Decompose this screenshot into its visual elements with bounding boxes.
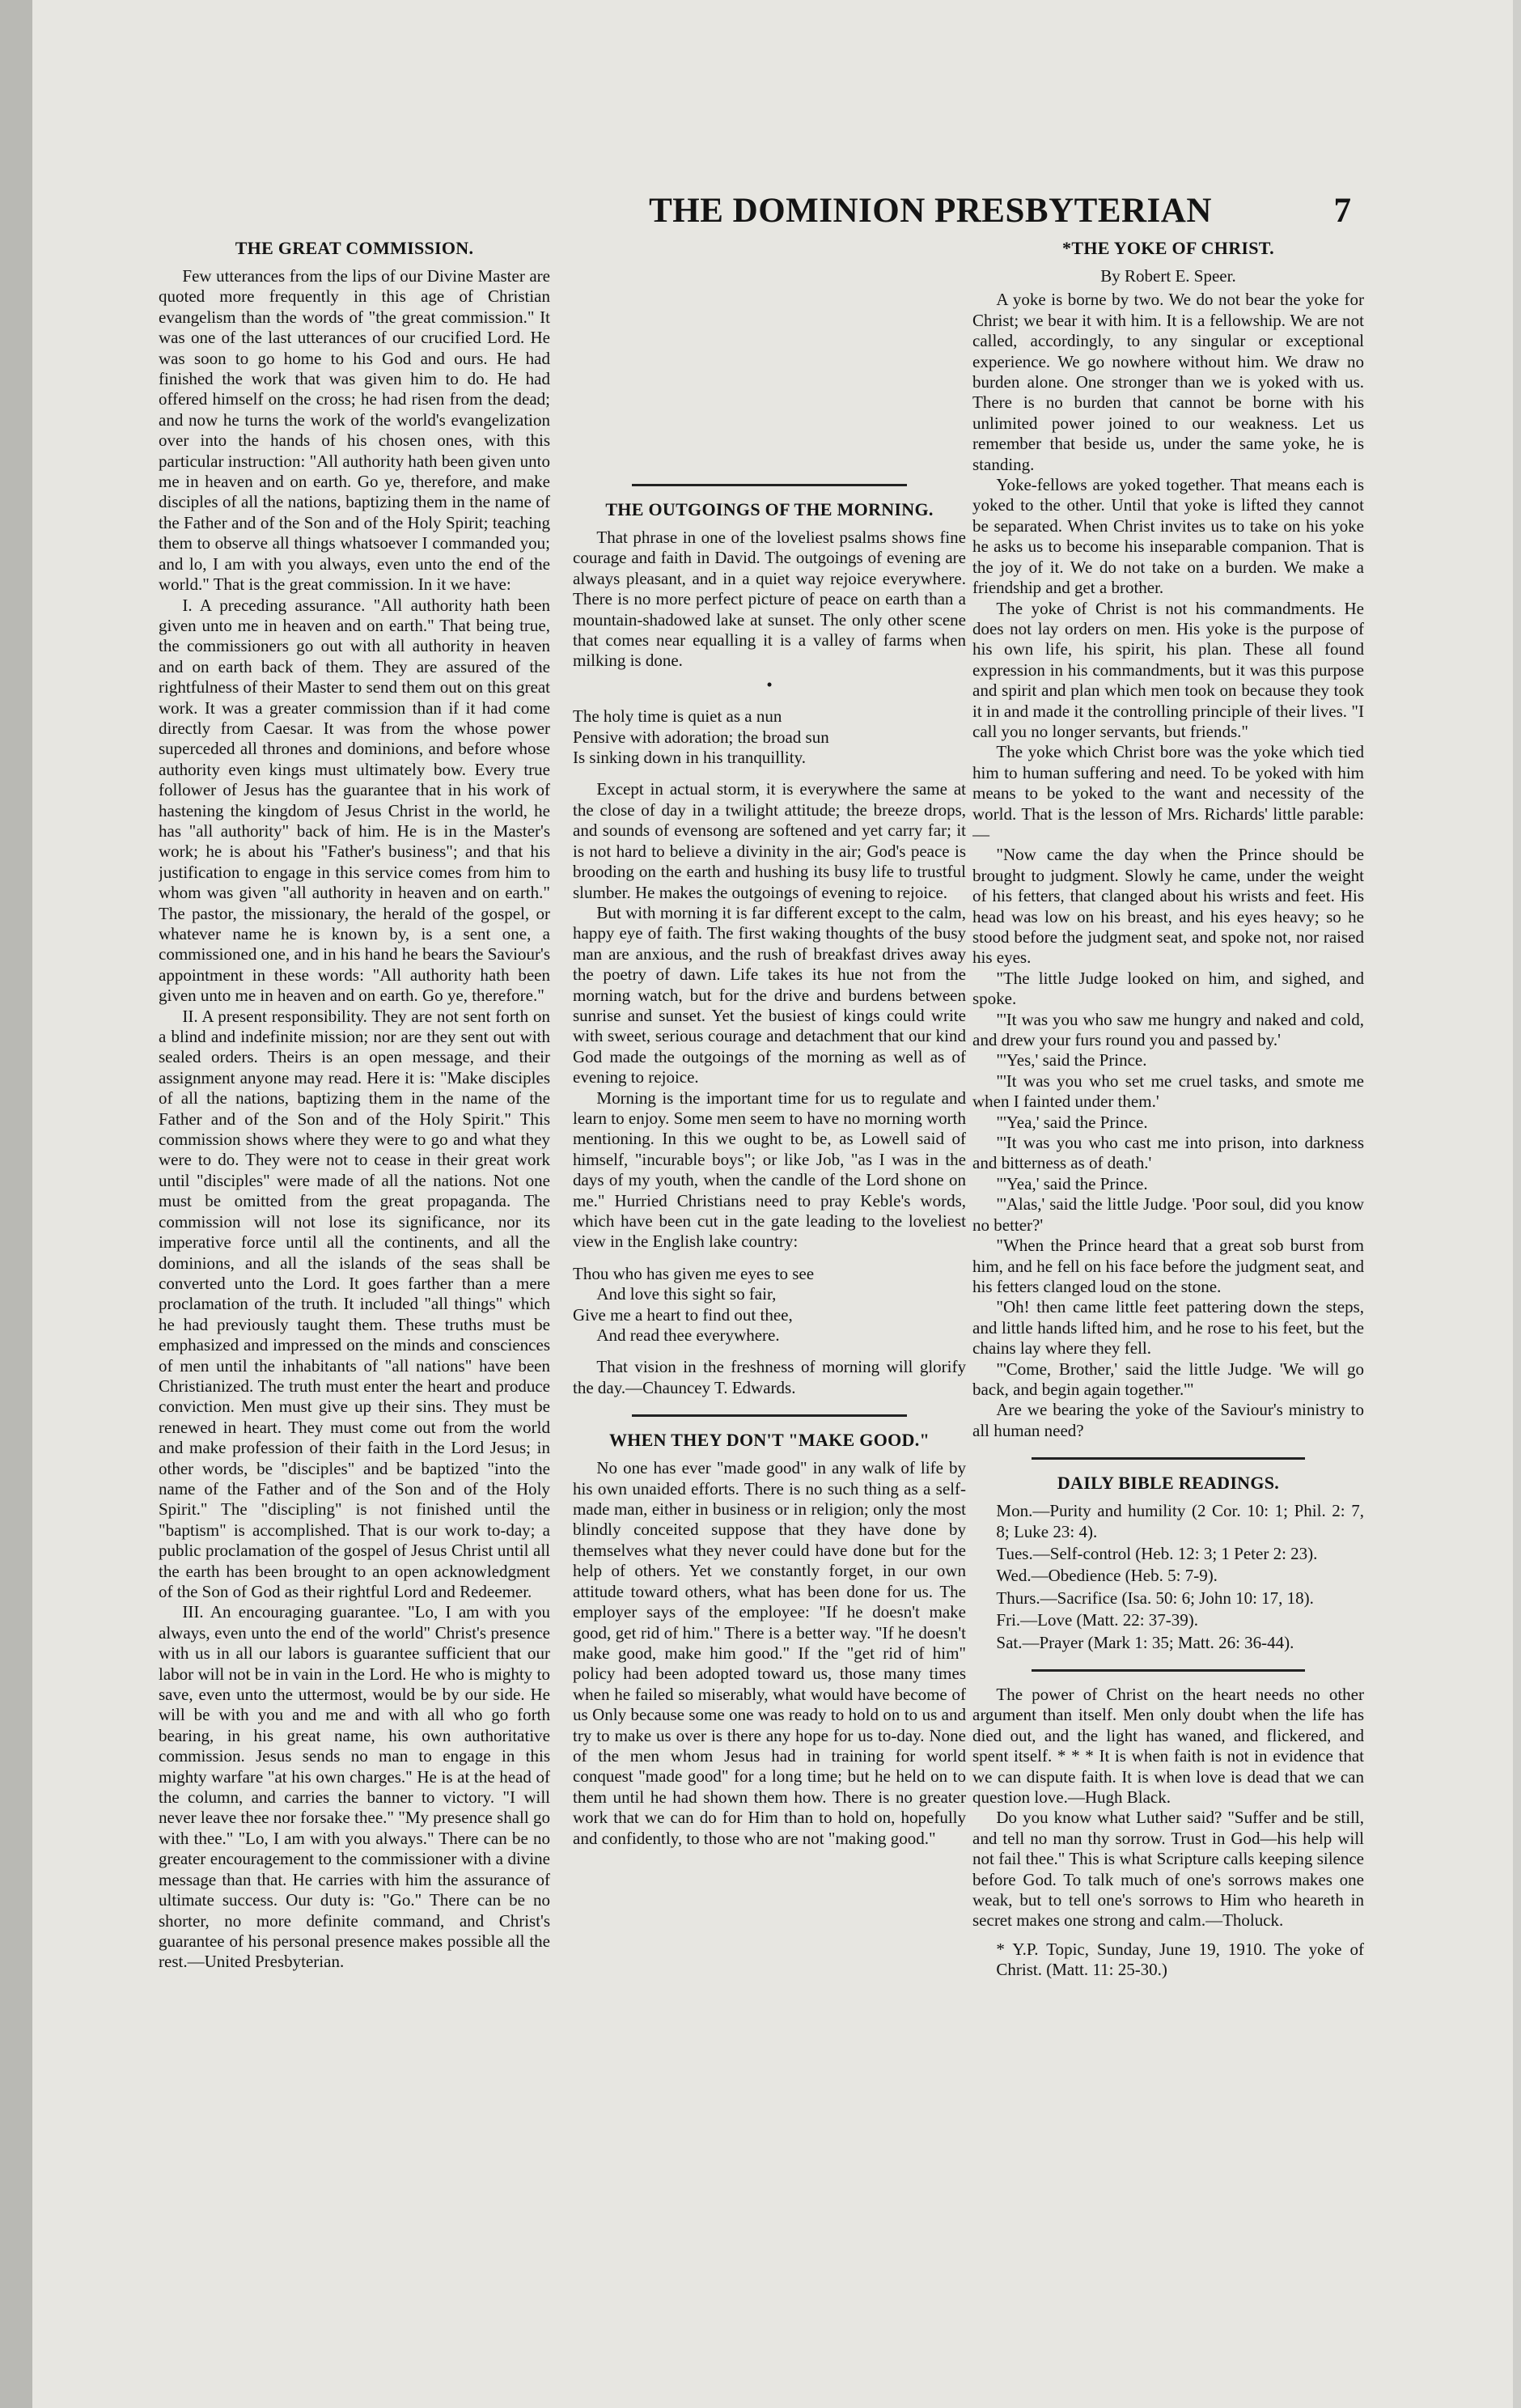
article-heading-bible-readings: DAILY BIBLE READINGS. (1057, 1473, 1280, 1494)
paragraph: Yoke-fellows are yoked together. That means each is yoked to the other. Until that yoke is lifted they cannot be separated. When Christ invites us to take on his yoke he asks us to become his inseparable companion. That is the joy of it. We do not take on a burden. We make a friendship and get a brother. (972, 475, 1364, 598)
verse-line: Thou who has given me eyes to see (573, 1263, 815, 1283)
reading-item: Sat.—Prayer (Mark 1: 35; Matt. 26: 36-44). (996, 1632, 1294, 1652)
footnote: * Y.P. Topic, Sunday, June 19, 1910. The yoke of Christ. (Matt. 11: 25-30.) (996, 1939, 1364, 1980)
reading-item: Fri.—Love (Matt. 22: 37-39). (996, 1610, 1199, 1630)
article-heading-make-good: WHEN THEY DON'T "MAKE GOOD." (608, 1430, 930, 1451)
paragraph: Except in actual storm, it is everywhere the same at the close of day in a twilight attitude; the breeze drops, and sounds of evensong are softened and yet carry far; it is not hard to believe a divinity in the air; God's peace is brooding on the earth and hushing its busy life to trustful slumber. He makes the outgoings of evening to rejoice. (573, 779, 966, 902)
paragraph: The power of Christ on the heart needs no other argument than itself. Men only doubt when the life has died out, and the light has waned, and flickered, and spent itself. * * * It is when faith is not in evidence that we can dispute faith. It is when love is dead that we can question love.—Hugh Black. (972, 1685, 1364, 1808)
paragraph: Few utterances from the lips of our Divine Master are quoted more frequently in this age of Christian evangelism than the words of "the great commission." It was one of the last utterances of our crucified Lord. He was soon to go home to his God and ours. He had finished the work that was given him to do. He had offered himself on the cross; he had risen from the dead; and now he turns the work of the world's evangelization over into the hands of his chosen ones, with this particular instruction: "All authority hath been given unto me in heaven and on earth. Go ye, therefore, and make disciples of all the nations, baptizing them in the name of the Father and of the Son and of the Holy Spirit; teaching them to observe all things whatsoever I commanded you; and lo, I am with you always, even unto the end of the world." That is the great commission. In it we have: (159, 266, 550, 595)
scan-margin (0, 0, 32, 2408)
column-2 (573, 233, 966, 2385)
paragraph: But with morning it is far different except to the calm, happy eye of faith. The first waking thoughts of the busy man are anxious, and the rush of breakfast drives away the poetry of dawn. Life takes its hue not from the morning watch, but for the drive and burdens between sunrise and sunset. Yet the busiest of kings could write with sweet, serious courage and detachment that our kind God made the outgoings of the morning as well as of evening to rejoice. (573, 902, 966, 1087)
paragraph: That phrase in one of the loveliest psalms shows fine courage and faith in David. The outgoings of evening are always pleasant, and in a quiet way rejoice everywhere. There is no more perfect picture of peace on earth than a mountain-shadowed lake at sunset. The only other scene that comes near equalling it is a valley of farms when milking is done. (573, 528, 966, 671)
paragraph: "'It was you who saw me hungry and naked and cold, and drew your furs round you and passed by.' (972, 1009, 1364, 1050)
verse-line: And read thee everywhere. (596, 1325, 780, 1346)
verse-line: The holy time is quiet as a nun (573, 706, 782, 727)
paragraph: "Oh! then came little feet pattering down the steps, and little hands lifted him, and he rose to his feet, but the chains lay where they fell. (972, 1297, 1364, 1359)
paragraph: A yoke is borne by two. We do not bear the yoke for Christ; we bear it with him. It is a fellowship. We are not called, accordingly, to any singular or exceptional experience. We go nowhere without him. We draw no burden alone. One stronger than we is yoked with us. There is no burden that cannot be borne with his unlimited power joined to our weakness. Let us remember that beside us, under the same yoke, he is standing. (972, 290, 1364, 474)
paragraph: "Now came the day when the Prince should be brought to judgment. Slowly he came, under the weight of his fetters, that clanged about his wrists and feet. His head was low on his breast, and his eyes heavy; so he stood before the judgment seat, and spoke not, nor raised his eyes. (972, 845, 1364, 968)
article-heading-outgoings: THE OUTGOINGS OF THE MORNING. (605, 499, 934, 519)
column-3 (972, 233, 1364, 2385)
divider-rule (1032, 1457, 1306, 1460)
paragraph: Are we bearing the yoke of the Saviour's ministry to all human need? (972, 1400, 1364, 1440)
paragraph: The yoke of Christ is not his commandments. He does not lay orders on men. His yoke is the purpose of his own life, his spirit, his plan. These all found expression in his commandments, but it was this purpose and spirit and plan which men took on because they took it in and made it the controlling principle of their lives. "I call you no longer servants, but friends." (972, 598, 1364, 741)
paragraph: II. A present responsibility. They are not sent forth on a blind and indefinite mission; nor are they sent out with sealed orders. Theirs is an open message, and their assignment anyone may read. Here it is: "Make disciples of all the nations, baptizing them in the name of the Father and of the Son and of the Holy Spirit." This commission shows where they were to go and what they were to do. They were not to cease in their great work until "disciples" were made of all the nations. Not one must be omitted from the great propaganda. The commission will not lose its significance, nor its imperative force until all the continents, and all the dominions, and all the islands of the seas shall be converted unto the Lord. It goes farther than a mere proclamation of the truth. It included "all things" which he had previously taught them. These truths must be emphasized and impressed on the minds and consciences of men until the inhabitants of "all nations" have been Christianized. The truth must enter the heart and produce conviction. Men must give up their sins. They must be renewed in heart. They must come out from the world and make profession of their faith in the Lord Jesus; in other words, be "disciples" and be baptized "into the name of the Father and of the Son and of the Holy Spirit." The "discipling" is not finished until the "baptism" is accomplished. That is our work to-day; a public proclamation of the gospel of Jesus Christ until all the earth has been brought to an open acknowledgment of the Son of God as their rightful Lord and Redeemer. (159, 1006, 550, 1601)
paragraph: III. An encouraging guarantee. "Lo, I am with you always, even unto the end of the world" Christ's presence with us in all our labors is guarantee sufficient that our labor will not be in vain in the Lord. He who is mighty to save, even unto the uttermost, would be by our side. He will be with you and me and with all who go forth bearing, in his great name, his own authoritative commission. Jesus sends no man to engage in this mighty warfare "at his own charges." He is at the head of the column, and carries the banner to victory. "I will never leave thee nor forsake thee." "My presence shall go with thee." "Lo, I am with you always." There can be no greater encouragement to the commissioner with a divine message than that. He carries with him the assurance of ultimate success. Our duty is: "Go." There can be no shorter, no more definite command, and Christ's guarantee of his personal presence makes possible all the rest.—United Presbyterian. (159, 1602, 550, 1972)
paragraph: "'Yes,' said the Prince. (996, 1050, 1147, 1070)
verse-line: And love this sight so fair, (596, 1284, 777, 1304)
verse-line: Give me a heart to find out thee, (573, 1304, 793, 1325)
paragraph: "'Yea,' said the Prince. (996, 1112, 1148, 1132)
verse-line: Pensive with adoration; the broad sun (573, 727, 829, 747)
paragraph: "'Alas,' said the little Judge. 'Poor soul, did you know no better?' (972, 1194, 1364, 1235)
paragraph: Do you know what Luther said? "Suffer and be still, and tell no man thy sorrow. Trust in God—his help will not fail thee." This is what Scripture calls keeping silence before God. To talk much of one's sorrows makes one weak, but to tell one's sorrows to Him who heareth in secret makes one strong and calm.—Tholuck. (972, 1808, 1364, 1931)
paragraph: That vision in the freshness of morning will glorify the day.—Chauncey T. Edwards. (573, 1357, 966, 1397)
reading-item: Mon.—Purity and humility (2 Cor. 10: 1; Phil. 2: 7, 8; Luke 23: 4). (996, 1501, 1364, 1541)
paragraph: "'It was you who set me cruel tasks, and smote me when I fainted under them.' (972, 1070, 1364, 1112)
paragraph: No one has ever "made good" in any walk of life by his own unaided efforts. There is no such thing as a self-made man, either in business or in religion; only the most blindly conceited suppose that they have done by themselves what they never could have done but for the help of others. Yet we constantly forget, in our own attitude toward others, what has been done for us. The employer says of the employee: "If he doesn't make good, get rid of him." There is a better way. "If he doesn't make good, make him good." If the "get rid of him" policy had been adopted toward us, those many times when he failed so miserably, what would have become of us Only because some one was ready to hold on to us and try to make us over is there any hope for us to-day. None of the men whom Jesus had in training for world conquest "made good" for a long time; but he held on to them until he had shown them how. There is no greater work that we can do for Him than to hold on, hopefully and confidently, to those who are not "making good." (573, 1458, 966, 1848)
divider-rule (1032, 1669, 1306, 1672)
divider-rule (632, 1414, 907, 1417)
divider-rule (632, 484, 907, 486)
column-1 (159, 233, 550, 2385)
reading-item: Tues.—Self-control (Heb. 12: 3; 1 Peter 2: 23). (996, 1543, 1318, 1563)
article-heading-yoke: *THE YOKE OF CHRIST. (1062, 238, 1274, 258)
paragraph: "When the Prince heard that a great sob burst from him, and he fell on his face before the judgment seat, and his fetters clanged loud on the stone. (972, 1236, 1364, 1296)
reading-item: Wed.—Obedience (Heb. 5: 7-9). (996, 1566, 1218, 1586)
verse-block (573, 706, 966, 768)
bullet-mark: • (766, 674, 773, 694)
paragraph: The yoke which Christ bore was the yoke which tied him to human suffering and need. To be yoked with him means to be yoked to the want and necessity of the world. That is the lesson of Mrs. Richards' little parable:— (972, 742, 1364, 844)
paragraph: "'It was you who cast me into prison, into darkness and bitterness as of death.' (972, 1133, 1364, 1173)
paragraph: Morning is the important time for us to regulate and learn to enjoy. Some men seem to have no morning worth mentioning. In this we ought to be, as Lowell said of himself, "incurable boys"; or like Job, "as I was in the days of my youth, when the candle of the Lord shone on me." Hurried Christians need to pray Keble's words, which have been cut in the gate leading to the loveliest view in the English lake country: (573, 1087, 966, 1252)
page-title: THE DOMINION PRESBYTERIAN (649, 192, 1212, 230)
article-heading-great-commission: THE GREAT COMMISSION. (235, 238, 474, 258)
paragraph: "'Come, Brother,' said the little Judge. 'We will go back, and begin again together.'" (972, 1359, 1364, 1399)
page-number: 7 (1333, 192, 1351, 230)
byline: By Robert E. Speer. (1100, 266, 1236, 286)
paragraph: I. A preceding assurance. "All authority hath been given unto me in heaven and on earth." That being true, the commissioners go out with all authority in heaven and on earth back of them. They are assured of the rightfulness of their Master to send them out on this great work. It was a greater commission than if it had come directly from Caesar. It was from the whose power superceded all thrones and dominions, and before whose authority even kings must ultimately bow. Every true follower of Jesus has the guarantee that in his work of hastening the kingdom of Jesus Christ in the world, he has "all authority" back of him. He is in the Master's work; he is about his "Father's business"; and that his justification to engage in this service comes from him to whom was given "all authority in heaven and on earth." The pastor, the missionary, the herald of the gospel, or whatever name he is known by, is a sent one, a commissioned one, and in his hand he bears the Saviour's appointment in these words: "All authority hath been given unto me in heaven and on earth. Go ye, therefore." (159, 595, 550, 1006)
continued-space (573, 233, 966, 468)
paragraph: "The little Judge looked on him, and sighed, and spoke. (972, 968, 1364, 1009)
reading-item: Thurs.—Sacrifice (Isa. 50: 6; John 10: 17, 18). (996, 1588, 1314, 1608)
verse-block (573, 1264, 966, 1346)
paragraph: "'Yea,' said the Prince. (996, 1173, 1148, 1193)
verse-line: Is sinking down in his tranquillity. (573, 748, 806, 768)
